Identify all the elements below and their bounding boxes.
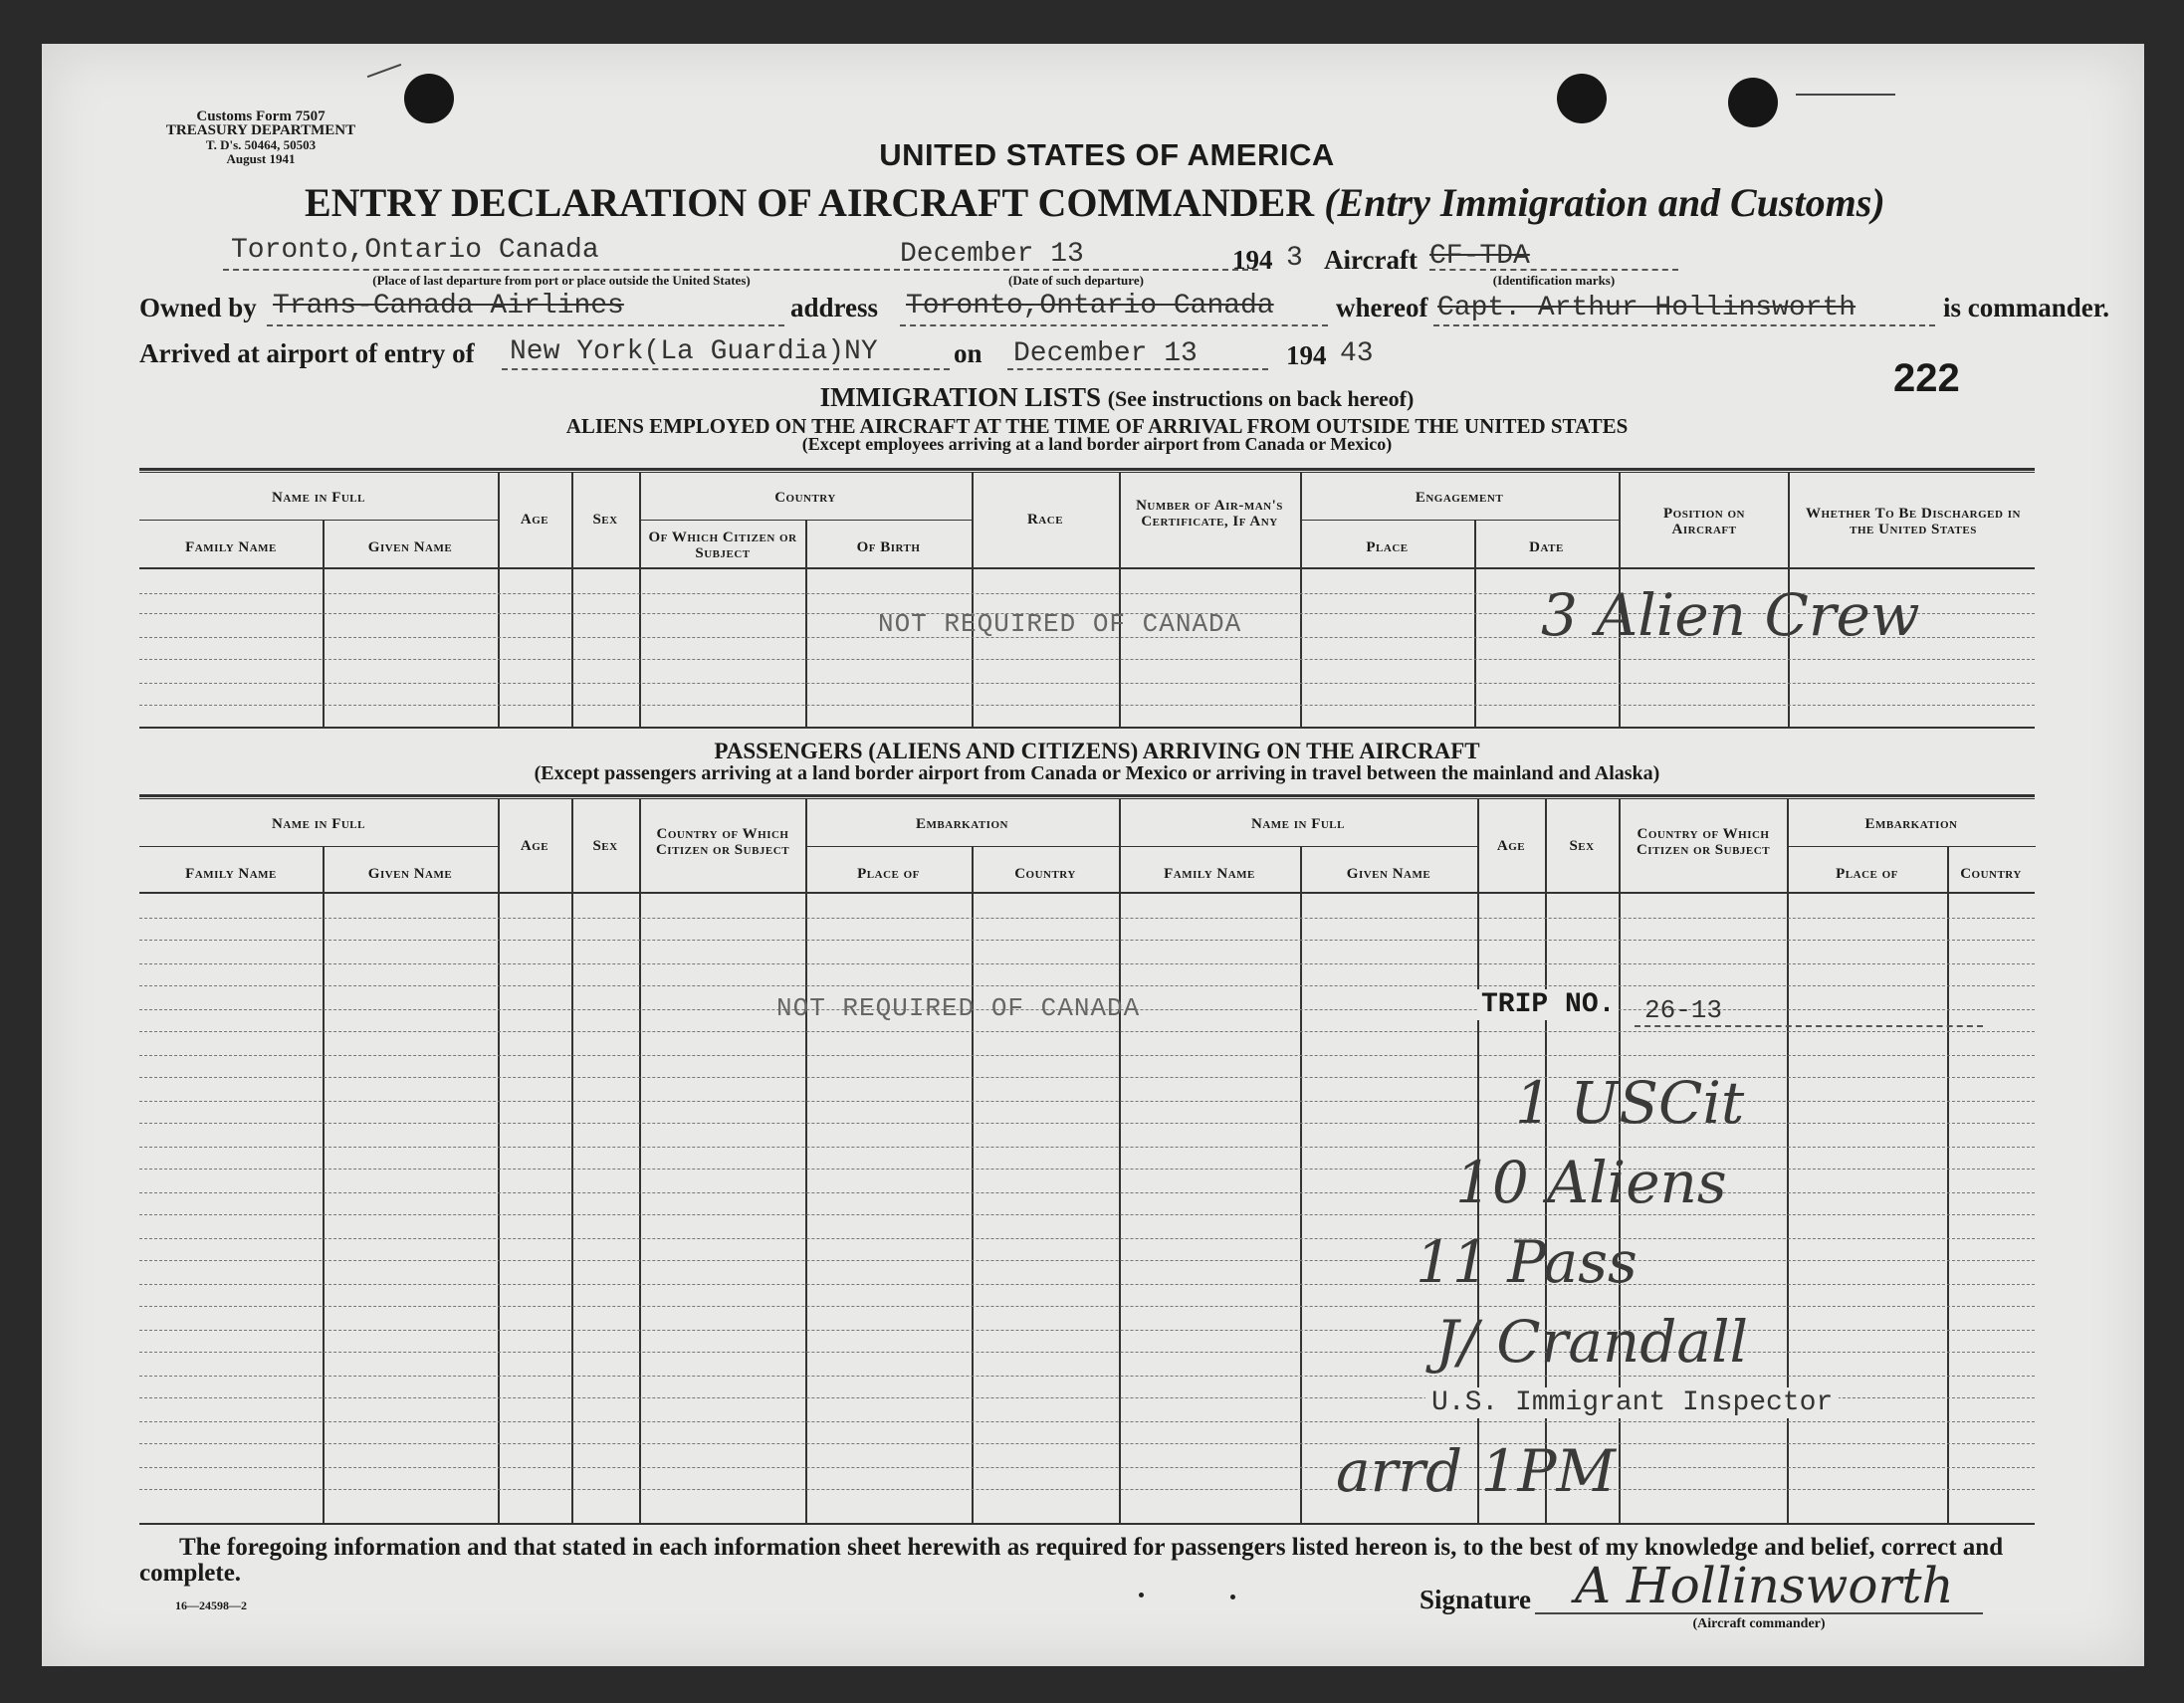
col-engagement: Engagement (1415, 490, 1504, 506)
form-department: TREASURY DEPARTMENT (165, 122, 356, 138)
passengers-except: (Except passengers arriving at a land border airport from Canada or Mexico or arriving in travel between the mainland and Alaska) (534, 762, 1660, 784)
passengers-stamp: NOT REQUIRED OF CANADA (776, 993, 1141, 1023)
pcol-country-2: Country (1960, 866, 2022, 882)
commander-name: Capt. Arthur Hollinsworth (1437, 293, 1856, 323)
aliens-stamp: NOT REQUIRED OF CANADA (878, 609, 1242, 639)
pcol-name-in-full: Name in Full (271, 816, 365, 832)
arrival-airport: New York(La Guardia)NY (510, 336, 878, 367)
pcol-embarkation: Embarkation (916, 816, 1008, 832)
immigration-title: IMMIGRATION LISTS (See instructions on back hereof) (819, 382, 1415, 412)
col-country: Country (774, 490, 836, 506)
pcol-family-name: Family Name (185, 866, 277, 882)
pcol-country: Country (1014, 866, 1076, 882)
note-aliens: 10 Aliens (1455, 1149, 1727, 1216)
col-position: Position on Aircraft (1663, 506, 1745, 537)
arrival-time-note: arrd 1PM (1336, 1437, 1616, 1505)
page-number: 222 (1893, 356, 1960, 400)
inspector-title: U.S. Immigrant Inspector (1425, 1387, 1839, 1418)
punch-hole (404, 74, 454, 123)
pcol-family-name-2: Family Name (1164, 866, 1255, 882)
pcol-sex: Sex (592, 838, 618, 854)
col-given-name: Given Name (367, 539, 453, 555)
col-date: Date (1529, 539, 1564, 555)
is-commander-label: is commander. (1943, 293, 2109, 322)
form-date-issued: August 1941 (226, 151, 296, 166)
note-passengers: 11 Pass (1416, 1228, 1638, 1296)
pcol-country-citizen-2: Country of Which Citizen or Subject (1636, 826, 1771, 858)
pcol-place-of: Place of (857, 866, 920, 882)
departure-date: December 13 (900, 239, 1084, 270)
col-sex: Sex (592, 512, 618, 528)
aircraft-label: Aircraft (1324, 245, 1418, 275)
form-title (305, 179, 1997, 226)
arrival-on-label: on (954, 338, 983, 368)
form-td-ref: T. D's. 50464, 50503 (205, 137, 317, 152)
whereof-label: whereof (1336, 293, 1428, 322)
address-label: address (790, 293, 879, 322)
pcol-country-citizen: Country of Which Citizen or Subject (655, 826, 790, 858)
owner-address: Toronto,Ontario Canada (906, 291, 1274, 321)
col-name-in-full: Name in Full (271, 490, 365, 506)
punch-hole (1557, 74, 1607, 123)
pcol-sex-2: Sex (1569, 838, 1595, 854)
passengers-title: PASSENGERS (ALIENS AND CITIZENS) ARRIVING ON THE AIRCRAFT (714, 739, 1480, 763)
col-age: Age (520, 512, 549, 528)
form-sheet (42, 44, 2144, 1666)
departure-place-caption: (Place of last departure from port or place outside the United States) (372, 273, 751, 288)
pcol-embarkation-2: Embarkation (1864, 816, 1958, 832)
aliens-except: (Except employees arriving at a land border airport from Canada or Mexico) (801, 434, 1393, 454)
col-airman-cert: Number of Air-man's Certificate, If Any (1136, 498, 1283, 530)
arrival-label: Arrived at airport of entry of (139, 338, 475, 368)
print-code: 16—24598—2 (175, 1598, 247, 1612)
form-title-paren: (Entry Immigration and Customs) (1324, 180, 1885, 225)
certification-text: The foregoing information and that stated in each information sheet herewith as required for passengers listed hereon is, to the best of my knowledge and belief, correct and complete. (139, 1534, 2004, 1587)
pencil-mark (367, 64, 402, 78)
punch-hole (1728, 78, 1778, 127)
aircraft-marks-caption: (Identification marks) (1492, 273, 1616, 288)
trip-label: TRIP NO. (1477, 989, 1619, 1020)
country-title: UNITED STATES OF AMERICA (879, 137, 1335, 172)
aliens-title: ALIENS EMPLOYED ON THE AIRCRAFT AT THE TIME OF ARRIVAL FROM OUTSIDE THE UNITED STATES (565, 414, 1629, 438)
dot-mark (1230, 1595, 1235, 1599)
alien-crew-note: 3 Alien Crew (1541, 581, 1920, 649)
pcol-place-of-2: Place of (1836, 866, 1898, 882)
signature-caption: (Aircraft commander) (1692, 1616, 1826, 1631)
form-title-main: ENTRY DECLARATION OF AIRCRAFT COMMANDER (305, 180, 1315, 225)
col-race: Race (1026, 512, 1064, 528)
trip-number: 26-13 (1644, 995, 1723, 1025)
aircraft-marks: CF-TDA (1429, 241, 1530, 272)
form-number: Customs Form 7507 (196, 108, 326, 124)
col-discharged: Whether To Be Discharged in the United States (1806, 506, 2021, 537)
signature-label: Signature (1420, 1585, 1532, 1614)
arrival-year-prefix: 194 (1286, 340, 1327, 370)
note-us-citizen: 1 USCit (1515, 1069, 1745, 1137)
col-family-name: Family Name (185, 539, 277, 555)
pcol-age-2: Age (1496, 838, 1526, 854)
pcol-age: Age (520, 838, 549, 854)
departure-date-caption: (Date of such departure) (1008, 273, 1144, 288)
departure-place: Toronto,Ontario Canada (231, 235, 599, 266)
owned-by-label: Owned by (139, 293, 257, 322)
arrival-year-digit: 43 (1340, 338, 1374, 369)
commander-signature: A Hollinsworth (1575, 1557, 1954, 1614)
col-place: Place (1366, 539, 1409, 555)
pcol-name-in-full-2: Name in Full (1250, 816, 1345, 832)
owner-name: Trans-Canada Airlines (273, 291, 624, 321)
departure-year-digit: 3 (1286, 243, 1303, 274)
departure-year-prefix: 194 (1232, 245, 1273, 275)
col-of-birth: Of Birth (856, 539, 921, 555)
inspector-initials: J/ Crandall (1435, 1308, 1749, 1376)
pcol-given-name: Given Name (367, 866, 453, 882)
pcol-given-name-2: Given Name (1346, 866, 1431, 882)
arrival-date: December 13 (1013, 338, 1198, 369)
dot-mark (1139, 1593, 1144, 1597)
col-citizen-of: Of Which Citizen or Subject (648, 530, 797, 561)
pencil-mark (1796, 94, 1895, 96)
